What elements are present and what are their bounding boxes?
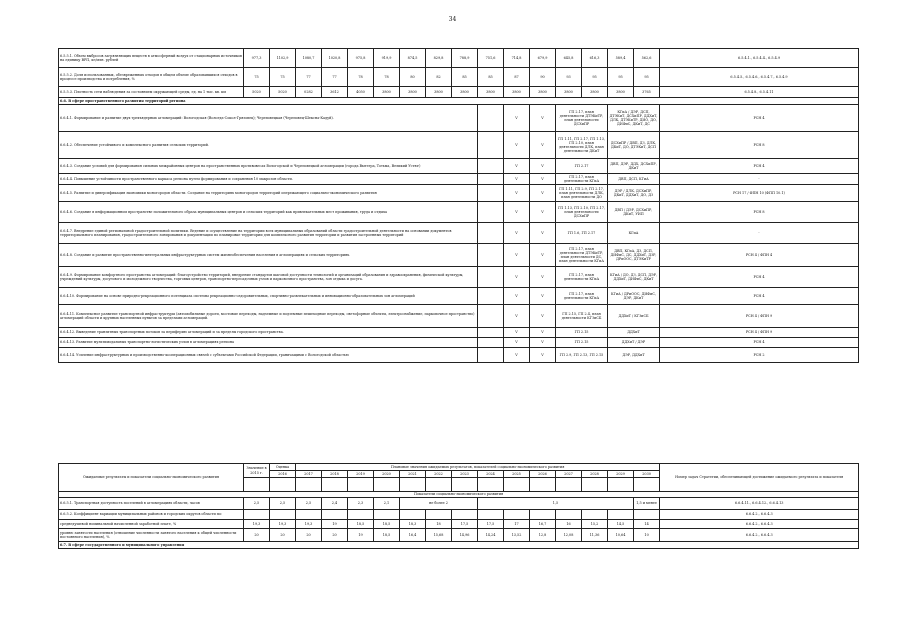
indicator-value: 5020: [270, 87, 296, 98]
indicator-value: 2,3: [348, 498, 374, 510]
table-row: [59, 267, 859, 288]
indicator-value: 1,5 и менее: [634, 498, 660, 510]
task-basis: ГП 2.17, план деятельности КГиА: [556, 288, 608, 305]
year-header: 2026: [530, 471, 556, 478]
period-mark: V: [530, 223, 556, 244]
indicator-value: 85: [478, 68, 504, 87]
table-cell: [556, 510, 582, 520]
table-cell: [348, 510, 374, 520]
task-description: 6.6.4.4. Повышение устойчивости пространственного каркаса региона путем формирования и сохранения 10 макрозон области.: [59, 174, 478, 185]
period-mark: V: [504, 202, 530, 223]
table-cell: [478, 305, 504, 328]
table-cell: [582, 510, 608, 520]
table-cell: [478, 478, 504, 492]
table-cell: [400, 510, 426, 520]
indicator-value: 19,3: [244, 520, 270, 529]
year-header: 2022: [426, 471, 452, 478]
table-row: [59, 223, 859, 244]
indicator-value: 2,5: [270, 498, 296, 510]
task-refs: 6.5.4.5., 6.5.4.6., 6.5.4.7., 6.5.4.9: [660, 68, 859, 87]
indicator-value: 3800: [452, 87, 478, 98]
period-mark: V: [530, 267, 556, 288]
period-mark: V: [504, 132, 530, 159]
task-result: РСН 8: [660, 202, 859, 223]
period-mark: V: [530, 185, 556, 202]
task-basis: ГП 1.11, ГП 2.17, ГП 1.13, ГП 2.10, план деятельности ДЛК, план деятельности ДКиТ: [556, 132, 608, 159]
table-row: [59, 132, 859, 159]
period-mark: V: [530, 305, 556, 328]
indicator-value: 80: [400, 68, 426, 87]
table-cell: [452, 510, 478, 520]
year-header: 2028: [582, 471, 608, 478]
table-cell: [478, 159, 504, 174]
task-refs: 6.6.4.11., 6.6.4.12., 6.6.4.13: [660, 498, 859, 510]
table-cell: [348, 478, 374, 492]
task-result: РСН 4: [660, 105, 859, 132]
task-executor: ДВП, ДЭР, ДДХ, ДСХиПР, ДКиТ: [608, 159, 660, 174]
table-row: [59, 542, 859, 549]
indicator-value: 20: [244, 529, 270, 542]
table-row: [59, 98, 859, 105]
indicator-value: не более 2: [400, 498, 478, 510]
table-cell: [478, 105, 504, 132]
task-executor: ДЭР, ДДХиТ: [608, 348, 660, 363]
table-cell: [400, 478, 426, 492]
indicator-value: 95: [634, 68, 660, 87]
indicator-value: 18,5: [374, 520, 400, 529]
table-cell: [322, 478, 348, 492]
indicator-value: 4050: [348, 87, 374, 98]
table-cell: [504, 478, 530, 492]
task-description: 6.6.4.5. Развитие и диверсификация экономики моногородов области. Создание на территориях моногородов территорий опережающего социально-экономического развития: [59, 185, 478, 202]
year-header: 2029: [608, 471, 634, 478]
table-cell: [296, 510, 322, 520]
indicator-value: 1,5: [478, 498, 634, 510]
table-cell: [634, 510, 660, 520]
table-cell: [478, 338, 504, 348]
strategy-table-top: [58, 48, 859, 363]
indicators-table-bottom: [58, 463, 859, 549]
table-cell: [478, 348, 504, 363]
indicator-value: 1020,8: [322, 49, 348, 68]
header-tasks: Номер задач Стратегии, обеспечивающей достижение ожидаемого результата и показателя: [660, 464, 859, 492]
table-row: [59, 159, 859, 174]
indicator-value: 788,9: [452, 49, 478, 68]
task-result: РСН 4 / ФПН 9: [660, 305, 859, 328]
indicator-value: 78: [374, 68, 400, 87]
indicator-value: 14,5: [608, 520, 634, 529]
indicator-value: 14,24: [478, 529, 504, 542]
task-basis: ГП 2.15: [556, 328, 608, 338]
task-description: 6.6.4.12. Выведение транзитных транспортных потоков за периферию агломераций и за пределы городского пространства.: [59, 328, 478, 338]
task-basis: ГП 1.11, ГП 2.9, ГП 2.17, план деятельности ДЛК, план деятельности ДО: [556, 185, 608, 202]
year-header: 2021: [400, 471, 426, 478]
period-mark: V: [530, 174, 556, 185]
task-result: РСН 2: [660, 348, 859, 363]
year-header: 2025: [504, 471, 530, 478]
table-cell: [244, 510, 270, 520]
table-cell: [608, 510, 634, 520]
task-result: РСН 4: [660, 159, 859, 174]
header-value-2015: Значение в 2015 г.: [244, 464, 270, 478]
indicator-value: 751,6: [478, 49, 504, 68]
period-mark: V: [504, 288, 530, 305]
indicator-value: 3800: [608, 87, 634, 98]
year-header: 2027: [556, 471, 582, 478]
indicator-value: 77: [322, 68, 348, 87]
table-cell: [478, 288, 504, 305]
page-number: 34: [448, 16, 457, 23]
task-executor: ДСХиПР / ДВП, ДЗ, ДЛК, ДКиТ, ДО, ДТЭКиТ, ДСП: [608, 132, 660, 159]
table-cell: [478, 510, 504, 520]
indicator-value: 2,5: [244, 498, 270, 510]
task-refs: 6.5.4.1., 6.5.4.4., 6.5.4.9: [660, 49, 859, 68]
period-mark: V: [530, 244, 556, 267]
indicator-value: 95: [608, 68, 634, 87]
indicator-value: 78: [348, 68, 374, 87]
task-executor: КГиА / ДЭР, ДСП, ДТЭКиТ, ДСХиПР, ДДХиТ, ДЛК, ДТЭКиТР, ДИО, ДО, ДИФиС, ДКиТ, ДС: [608, 105, 660, 132]
table-row: [59, 338, 859, 348]
period-mark: V: [504, 244, 530, 267]
task-refs: 6.6.4.2., 6.6.4.3: [660, 510, 859, 520]
period-mark: V: [530, 202, 556, 223]
indicator-value: 18,3: [400, 520, 426, 529]
period-mark: V: [504, 348, 530, 363]
table-cell: [478, 223, 504, 244]
period-mark: V: [504, 267, 530, 288]
indicator-name: 6.6.5.1. Транспортная доступность поселений в агломерациях области, часов: [59, 498, 244, 510]
indicator-value: 18,5: [374, 529, 400, 542]
table-row: [59, 185, 859, 202]
indicator-value: 562,6: [634, 49, 660, 68]
section-heading: Показатели социально-экономического развития: [59, 492, 859, 498]
task-executor: ДДХиТ / ДЭР: [608, 338, 660, 348]
table-row: [59, 328, 859, 338]
task-description: 6.6.4.13. Развитие мультимодальных транспортно-логистических узлов в агломерациях региона: [59, 338, 478, 348]
indicator-value: 3800: [504, 87, 530, 98]
header-estimate: Оценка: [270, 464, 296, 471]
table-row: [59, 305, 859, 328]
table-row: [59, 498, 859, 510]
indicator-value: 14,96: [452, 529, 478, 542]
table-cell: [270, 510, 296, 520]
table-cell: [478, 244, 504, 267]
indicator-value: 77: [296, 68, 322, 87]
table-row: [59, 49, 859, 68]
section-heading: 6.6. В сфере пространственного развития территорий региона: [59, 98, 859, 105]
indicator-value: 5020: [244, 87, 270, 98]
indicator-value: 17,5: [452, 520, 478, 529]
period-mark: V: [530, 288, 556, 305]
period-mark: V: [504, 159, 530, 174]
indicator-value: 3765: [634, 87, 660, 98]
indicator-value: 85: [452, 68, 478, 87]
indicator-value: 12,8: [530, 529, 556, 542]
table-row: [59, 87, 859, 98]
table-cell: [244, 478, 270, 492]
task-executor: ДВП / ДЭР, ДСХиПР, ДКиТ, УИП: [608, 202, 660, 223]
period-mark: V: [530, 159, 556, 174]
task-basis: ГП 2.17, план деятельности КГиА: [556, 174, 608, 185]
task-refs: 6.5.4.8., 6.5.4.11: [660, 87, 859, 98]
indicator-value: 16,4: [400, 529, 426, 542]
table-row: [59, 510, 859, 520]
table-cell: [452, 478, 478, 492]
task-result: РСН 4: [660, 338, 859, 348]
indicator-value: 1102,9: [270, 49, 296, 68]
indicator-value: 18: [426, 520, 452, 529]
indicator-value: 20: [296, 529, 322, 542]
indicator-value: 14: [634, 520, 660, 529]
task-result: РСН 4: [660, 288, 859, 305]
table-cell: [426, 478, 452, 492]
indicator-value: 15,2: [582, 520, 608, 529]
indicator-name: 6.5.5.3. Плотность сети наблюдения за состоянием окружающей среды, ед. на 1 тыс. кв. км: [59, 87, 244, 98]
table-cell: [478, 328, 504, 338]
indicator-value: 19: [348, 529, 374, 542]
indicator-value: 16,7: [530, 520, 556, 529]
task-description: 6.6.4.7. Внедрение единой региональной градостроительной политики. Ведение и осуществление на территории всех муниципальных образований области градостроительной деятельности на основании документов территориального планирования, градостроительного зонирования и документации по планировке территории для комплексного развития территории и развития застроенных территорий: [59, 223, 478, 244]
table-cell: [556, 478, 582, 492]
task-description: 6.6.4.9. Формирование комфортного пространства агломераций: благоустройство территорий, внедрение стандартов шаговой доступности технологий и организаций образования и здравоохранения, физической культуры, учреждений культуры, досугового и молодежного творчества, торговых центров, транспортно-пересадочных узлов и парковочного пространства, зон отдыха и досуга.: [59, 267, 478, 288]
year-header: 2030: [634, 471, 660, 478]
indicator-value: 11,36: [582, 529, 608, 542]
period-mark: V: [504, 105, 530, 132]
table-cell: [608, 478, 634, 492]
task-result: -: [660, 174, 859, 185]
indicator-value: 2,5: [296, 498, 322, 510]
indicator-value: 589,4: [608, 49, 634, 68]
task-result: -: [660, 223, 859, 244]
indicator-name: 6.5.5.2. Доля использованных, обезвреженных отходов в общем объеме образовавшихся отходов в процессе производства и потребления, %: [59, 68, 244, 87]
table-row: [59, 68, 859, 87]
table-cell: [478, 132, 504, 159]
task-basis: ГП 2.17, план деятельности ДТЭКиТР, план деятельности ДС, план деятельности КГиА: [556, 244, 608, 267]
task-basis: ГП 2.17, план деятельности КГиА: [556, 267, 608, 288]
indicator-value: 12,08: [556, 529, 582, 542]
indicator-value: 90: [530, 68, 556, 87]
table-cell: [374, 510, 400, 520]
task-description: 6.6.4.11. Комплексное развитие транспортной инфраструктуры (автомобильные дороги, мостовые переходы, надземные и подземные пешеходные переходы, светофорные объекты, электроснабжение, парковочное пространство) агломераций области и крупных населенных пунктов за пределами агломераций.: [59, 305, 478, 328]
indicator-value: 3800: [530, 87, 556, 98]
section-heading: 6.7. В сфере государственного и муниципального управления: [59, 542, 859, 549]
task-executor: ДЭР / ДЛК, ДСХиПР, ДКиТ, ДДХиТ, ДО, ДЗ: [608, 185, 660, 202]
table-row: [59, 105, 859, 132]
task-refs: 6.6.4.2., 6.6.4.3: [660, 520, 859, 529]
indicator-value: 3800: [400, 87, 426, 98]
table-cell: [478, 267, 504, 288]
task-executor: ДВП, ДСП, КГиА: [608, 174, 660, 185]
table-cell: [296, 478, 322, 492]
task-description: 6.6.4.1. Формирование и развитие двух трехъядерных агломераций: Вологодская (Вологда-Сокол-Грязовец); Череповецкая (Череповец-Шексна-Кадуй).: [59, 105, 478, 132]
indicator-value: 20: [322, 529, 348, 542]
indicator-value: 616,3: [582, 49, 608, 68]
indicator-value: 15,68: [426, 529, 452, 542]
task-result: РСН 8: [660, 132, 859, 159]
indicator-value: 977,3: [244, 49, 270, 68]
table-cell: [530, 478, 556, 492]
task-result: РСН 4: [660, 267, 859, 288]
indicator-value: 0282: [296, 87, 322, 98]
task-description: 6.6.4.14. Усиление инфраструктурных и производственно-кооперационных связей с субъектами Российской Федерации, граничащими с Вологодской областью: [59, 348, 478, 363]
year-header: 2017: [296, 471, 322, 478]
header-results: Ожидаемые результаты и показатели социально-экономического развития: [59, 464, 244, 492]
indicator-value: 3800: [426, 87, 452, 98]
indicator-value: 13,52: [504, 529, 530, 542]
task-basis: ГП 2.17, план деятельности ДТЭКиТР, план деятельности ДСХиПР: [556, 105, 608, 132]
period-mark: V: [530, 348, 556, 363]
period-mark: V: [504, 328, 530, 338]
indicator-value: 19,3: [270, 520, 296, 529]
indicator-value: 75: [270, 68, 296, 87]
task-result: РСН 4 / ФПН 4: [660, 244, 859, 267]
year-header: 2024: [478, 471, 504, 478]
table-cell: [374, 478, 400, 492]
indicator-value: 10,64: [608, 529, 634, 542]
indicator-value: 87: [504, 68, 530, 87]
indicator-value: 975,8: [348, 49, 374, 68]
year-header: 2019: [348, 471, 374, 478]
table-cell: [270, 478, 296, 492]
task-basis: ГП 2.9, ГП 2.13, ГП 2.15: [556, 348, 608, 363]
year-header: 2016: [270, 471, 296, 478]
table-cell: [582, 478, 608, 492]
indicator-value: 95: [582, 68, 608, 87]
task-result: РСН 4 / ФПН 9: [660, 328, 859, 338]
period-mark: V: [530, 105, 556, 132]
task-executor: ДДХиТ: [608, 328, 660, 338]
table-row: [59, 288, 859, 305]
indicator-value: 17,5: [478, 520, 504, 529]
table-cell: [426, 510, 452, 520]
indicator-value: 3800: [374, 87, 400, 98]
task-basis: ГП 1.6, ГП 2.17: [556, 223, 608, 244]
indicator-value: 3800: [478, 87, 504, 98]
indicator-value: 18,5: [348, 520, 374, 529]
indicator-value: 10: [634, 529, 660, 542]
indicator-value: 3800: [582, 87, 608, 98]
period-mark: V: [504, 338, 530, 348]
header-plan: Плановые значения ожидаемых результатов, показателей социально-экономического развития: [296, 464, 660, 471]
task-refs: 6.6.4.2., 6.6.4.3: [660, 529, 859, 542]
table-row: [59, 244, 859, 267]
period-mark: V: [504, 223, 530, 244]
task-description: 6.6.4.2. Обеспечение устойчивого и комплексного развития сельских территорий.: [59, 132, 478, 159]
task-executor: КГиА / ДО, ДЗ, ДСП, ДЭР, ДДХиТ, ДИФиС, ДКиТ: [608, 267, 660, 288]
period-mark: V: [504, 305, 530, 328]
indicator-name: уровню занятости населения (отношение численности занятого населения к общей численности постоянного населения), %: [59, 529, 244, 542]
indicator-value: 2,4: [322, 498, 348, 510]
indicator-name: 6.6.5.2. Коэффициент вариации муниципальных районов и городских округов области по:: [59, 510, 244, 520]
table-row: [59, 529, 859, 542]
year-header: 2018: [322, 471, 348, 478]
period-mark: V: [530, 338, 556, 348]
indicator-value: 16: [556, 520, 582, 529]
task-executor: КГиА: [608, 223, 660, 244]
table-cell: [478, 202, 504, 223]
indicator-value: 19,3: [296, 520, 322, 529]
task-result: РСН 17 / ФПН 10 (ФПП 10.1): [660, 185, 859, 202]
indicator-value: 19: [322, 520, 348, 529]
task-executor: ДДХиТ / КГЗиСБ: [608, 305, 660, 328]
indicator-value: 679,9: [530, 49, 556, 68]
indicator-value: 919,9: [374, 49, 400, 68]
table-cell: [322, 510, 348, 520]
task-description: 6.6.4.6. Создание в информационном пространстве положительного образа муниципальных центров и сельских территорий как привлекательных мест проживания, труда и отдыха: [59, 202, 478, 223]
table-row: [59, 520, 859, 529]
table-row: [59, 202, 859, 223]
table-row: [59, 464, 859, 471]
period-mark: V: [504, 174, 530, 185]
table-row: [59, 348, 859, 363]
period-mark: V: [530, 132, 556, 159]
indicator-value: 829,8: [426, 49, 452, 68]
indicator-value: 3612: [322, 87, 348, 98]
task-executor: ДВП, КГиА, ДЗ, ДСП, ДИФиС, ДС, ДДХиТ, ДЗР, ДРиООС, ДТЭКиТР: [608, 244, 660, 267]
indicator-value: 714,8: [504, 49, 530, 68]
indicator-value: 17: [504, 520, 530, 529]
task-description: 6.6.4.3. Создание условий для формирования сильных межрайонных центров на пространственных противовесах Вологодской и Череповецкой агломерации (города Вытегра, Тотьма, Великий Устюг): [59, 159, 478, 174]
task-description: 6.6.4.10. Формирование на основе природно-рекреационного потенциала системы рекреационно-оздоровительных, спортивно-развлекательных и инновационно-образовательных зон агломераций: [59, 288, 478, 305]
indicator-value: 75: [244, 68, 270, 87]
task-basis: ГП 1.13, ГП 2.10, ГП 2.17, план деятельности ДСХиПР: [556, 202, 608, 223]
table-cell: [478, 174, 504, 185]
indicator-value: 93: [556, 68, 582, 87]
indicator-value: 645,8: [556, 49, 582, 68]
period-mark: V: [504, 185, 530, 202]
table-cell: [634, 478, 660, 492]
indicator-value: 1080,7: [296, 49, 322, 68]
task-executor: КГиА / ДРиООС, ДИФиС, ДЭР, ДКиТ: [608, 288, 660, 305]
table-cell: [530, 510, 556, 520]
indicator-value: 874,5: [400, 49, 426, 68]
indicator-value: 2,1: [374, 498, 400, 510]
table-cell: [504, 510, 530, 520]
table-row: [59, 174, 859, 185]
year-header: 2020: [374, 471, 400, 478]
indicator-value: 20: [270, 529, 296, 542]
indicator-name: 6.5.5.1. Объем выбросов загрязняющих веществ в атмосферный воздух от стационарных источников на единицу ВРП, кг/млн. рублей: [59, 49, 244, 68]
period-mark: V: [530, 328, 556, 338]
indicator-value: 82: [426, 68, 452, 87]
indicator-value: 3800: [556, 87, 582, 98]
year-header: 2023: [452, 471, 478, 478]
table-cell: [478, 185, 504, 202]
task-basis: ГП 2.15, ГП 2.4, план деятельности КГЗиСБ: [556, 305, 608, 328]
indicator-name: среднедушевой номинальной начисленной заработной плате, %: [59, 520, 244, 529]
task-basis: ГП 2.15: [556, 338, 608, 348]
task-basis: ГП 2.17: [556, 159, 608, 174]
task-description: 6.6.4.8. Создание и развитие пространственно-интегральных инфраструктурных систем жизнеобеспечения населения в агломерациях и сельских территориях.: [59, 244, 478, 267]
